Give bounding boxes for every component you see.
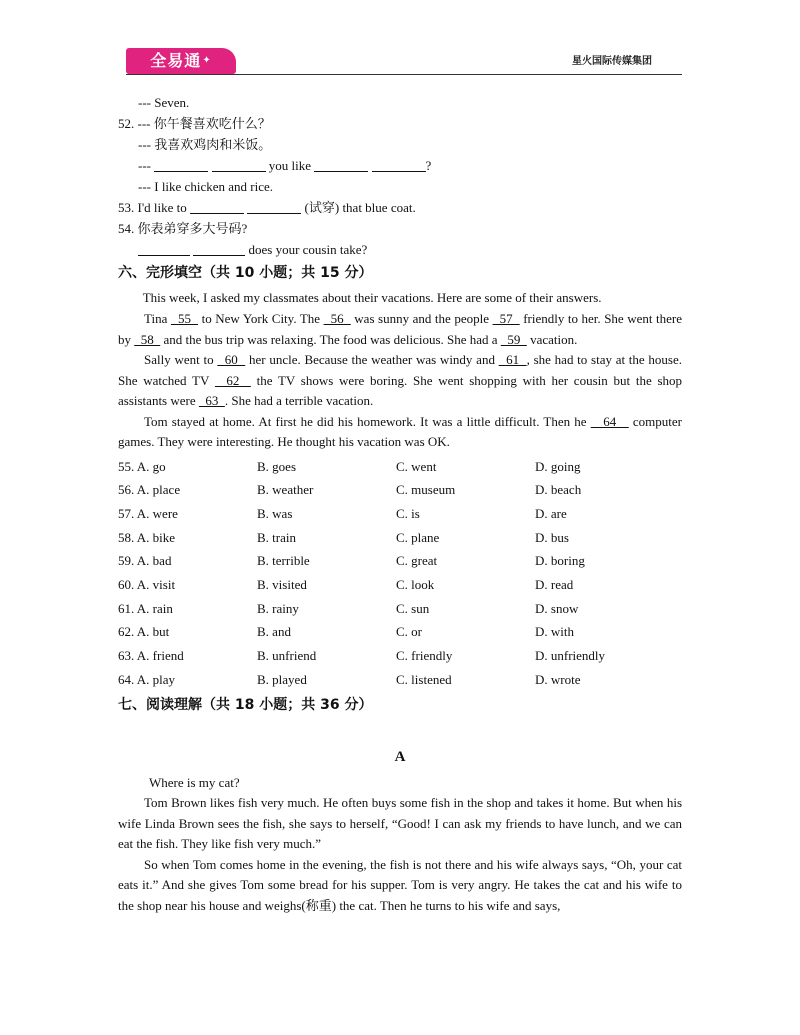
passage-title: Where is my cat? bbox=[149, 775, 240, 791]
answer-blank[interactable] bbox=[372, 158, 426, 172]
cloze-blank-58: 58 bbox=[134, 331, 161, 347]
cloze-text: to New York City. The bbox=[198, 311, 324, 326]
option-choice[interactable]: D. read bbox=[535, 576, 574, 592]
cloze-text: and the bus trip was relaxing. The food was delicious. She had a bbox=[160, 331, 501, 347]
option-choice[interactable]: C. went bbox=[396, 458, 437, 474]
option-choice[interactable]: 56. A. place bbox=[118, 482, 181, 498]
cloze-paragraph-sally bbox=[118, 350, 682, 412]
answer-blank[interactable] bbox=[247, 200, 301, 214]
q51-answer-line: --- Seven. bbox=[138, 95, 190, 110]
answer-blank[interactable] bbox=[193, 242, 245, 256]
cloze-blank-59: 59 bbox=[500, 331, 527, 347]
q53-suffix: (试穿) that blue coat. bbox=[304, 200, 416, 215]
cloze-blank-60: 60 bbox=[217, 352, 246, 367]
option-choice[interactable]: B. and bbox=[257, 624, 291, 640]
option-row bbox=[118, 502, 682, 526]
option-choice[interactable]: C. listened bbox=[396, 671, 452, 687]
cloze-text: Sally went to bbox=[144, 352, 218, 367]
option-row bbox=[118, 455, 682, 479]
cloze-paragraph-tom bbox=[118, 412, 682, 453]
answer-blank[interactable] bbox=[154, 158, 208, 172]
header-divider bbox=[126, 74, 682, 75]
option-row bbox=[118, 620, 682, 644]
cloze-paragraph-tina bbox=[118, 309, 682, 350]
option-choice[interactable]: 61. A. rain bbox=[118, 600, 173, 616]
option-choice[interactable]: D. wrote bbox=[535, 671, 581, 687]
option-choice[interactable]: D. are bbox=[535, 505, 567, 521]
cloze-text: was sunny and the people bbox=[350, 311, 493, 326]
cloze-blank-61: 61 bbox=[498, 352, 527, 367]
option-choice[interactable]: C. plane bbox=[396, 529, 440, 545]
option-row bbox=[118, 526, 682, 550]
q52-line3 bbox=[118, 155, 682, 176]
option-row bbox=[118, 644, 682, 668]
cloze-text: Tina bbox=[144, 311, 171, 326]
passage-label: A bbox=[394, 749, 406, 766]
cloze-text: , she had to stay at the house. She watched TV bbox=[118, 352, 683, 388]
cloze-text: the TV shows were boring. She went shopping with her cousin but the shop assistants were bbox=[118, 372, 683, 408]
option-choice[interactable]: 63. A. friend bbox=[118, 648, 184, 663]
q52-mid-text: you like bbox=[268, 158, 311, 173]
q53-prefix: 53. I'd like to bbox=[118, 200, 187, 215]
cloze-blank-63: 63 bbox=[198, 393, 225, 408]
option-choice[interactable]: D. beach bbox=[535, 482, 582, 498]
option-row bbox=[118, 573, 682, 597]
option-choice[interactable]: B. was bbox=[257, 505, 293, 521]
option-choice[interactable]: B. terrible bbox=[257, 553, 310, 569]
cloze-options bbox=[118, 455, 682, 692]
cloze-text: Tom stayed at home. At first he did his homework. It was a little difficult. Then he bbox=[144, 413, 591, 429]
option-choice[interactable]: B. train bbox=[257, 529, 296, 545]
q52-prompt: 52. --- 你午餐喜欢吃什么？ bbox=[118, 116, 271, 131]
logo-text: 全易通 bbox=[150, 51, 202, 70]
section-heading-cloze: 六、完形填空（共 10 小题；共 15 分） bbox=[118, 265, 373, 281]
option-choice[interactable]: B. unfriend bbox=[257, 648, 317, 663]
option-choice[interactable]: D. going bbox=[535, 458, 581, 474]
option-choice[interactable]: C. museum bbox=[396, 482, 456, 498]
cloze-text: friendly to her. She went there by bbox=[118, 311, 683, 347]
answer-blank[interactable] bbox=[212, 158, 266, 172]
q52-line2: --- 我喜欢鸡肉和米饭。 bbox=[138, 137, 272, 152]
document-body bbox=[118, 92, 682, 916]
option-choice[interactable]: B. weather bbox=[257, 482, 314, 498]
option-choice[interactable]: 62. A. but bbox=[118, 624, 170, 640]
cloze-blank-64: 64 bbox=[590, 413, 629, 429]
option-choice[interactable]: D. unfriendly bbox=[535, 648, 606, 663]
option-choice[interactable]: B. rainy bbox=[257, 600, 299, 616]
option-choice[interactable]: C. is bbox=[396, 505, 420, 521]
q52-line4: --- I like chicken and rice. bbox=[138, 179, 273, 194]
option-choice[interactable]: 59. A. bad bbox=[118, 553, 172, 569]
option-choice[interactable]: C. look bbox=[396, 576, 435, 592]
cloze-blank-55: 55 bbox=[170, 311, 199, 326]
cloze-text: computer games. They were interesting. He thought his vacation was OK. bbox=[118, 413, 683, 449]
cloze-text: vacation. bbox=[526, 331, 578, 347]
option-choice[interactable]: 64. A. play bbox=[118, 671, 176, 687]
option-choice[interactable]: 60. A. visit bbox=[118, 576, 176, 592]
option-choice[interactable]: B. goes bbox=[257, 458, 296, 474]
q52-dash: --- bbox=[138, 158, 151, 173]
passage-paragraph: Tom Brown likes fish very much. He often buys some fish in the shop and takes it home. But when his wife Linda Brown sees the fish, she says to herself, “Good! I can ask my friends to have lunch, and we can eat the fish. They like fish very much.” bbox=[118, 795, 682, 852]
passage-paragraph: So when Tom comes home in the evening, the fish is not there and his wife always says, “Oh, your cat eats it.” And she gives Tom some bread for his supper. Tom is very angry. He takes the cat and his wife to the shop near his house and weighs(称重) the cat. Then he turns to his wife and says, bbox=[118, 856, 682, 913]
page-header bbox=[0, 0, 800, 80]
cloze-intro: This week, I asked my classmates about their vacations. Here are some of their answers. bbox=[142, 290, 602, 305]
option-row bbox=[118, 668, 682, 692]
option-row bbox=[118, 597, 682, 621]
option-choice[interactable]: 58. A. bike bbox=[118, 529, 176, 545]
option-choice[interactable]: D. with bbox=[535, 624, 574, 640]
option-choice[interactable]: 57. A. were bbox=[118, 505, 178, 521]
option-row bbox=[118, 549, 682, 573]
cloze-text: her uncle. Because the weather was windy and bbox=[245, 352, 499, 367]
option-choice[interactable]: C. friendly bbox=[396, 648, 453, 663]
option-choice[interactable]: 55. A. go bbox=[118, 458, 166, 474]
cloze-blank-62: 62 bbox=[214, 372, 251, 388]
option-choice[interactable]: D. bus bbox=[535, 529, 569, 545]
option-choice[interactable]: B. visited bbox=[257, 576, 307, 592]
answer-blank[interactable] bbox=[190, 200, 244, 214]
publisher-name: 星火国际传媒集团 bbox=[572, 56, 652, 67]
answer-blank[interactable] bbox=[314, 158, 368, 172]
option-choice[interactable]: D. boring bbox=[535, 553, 585, 569]
q54-line2 bbox=[118, 239, 682, 260]
cloze-blank-57: 57 bbox=[492, 311, 520, 326]
q52-end-text: ? bbox=[425, 158, 432, 173]
q54-prompt: 54. 你表弟穿多大号码? bbox=[118, 221, 248, 236]
cloze-text: . She had a terrible vacation. bbox=[224, 393, 374, 408]
answer-blank[interactable] bbox=[138, 242, 190, 256]
option-row bbox=[118, 478, 682, 502]
cloze-blank-56: 56 bbox=[323, 311, 351, 326]
option-choice[interactable]: D. snow bbox=[535, 600, 579, 616]
q53-line bbox=[118, 197, 682, 218]
option-choice[interactable]: C. great bbox=[396, 553, 438, 569]
option-choice[interactable]: C. or bbox=[396, 624, 422, 640]
sparkle-icon: ✦ bbox=[202, 55, 212, 66]
option-choice[interactable]: C. sun bbox=[396, 600, 430, 616]
q54-suffix: does your cousin take? bbox=[248, 242, 368, 257]
section-heading-reading: 七、阅读理解（共 18 小题；共 36 分） bbox=[118, 697, 373, 714]
option-choice[interactable]: B. played bbox=[257, 671, 307, 687]
brand-logo bbox=[126, 48, 236, 74]
